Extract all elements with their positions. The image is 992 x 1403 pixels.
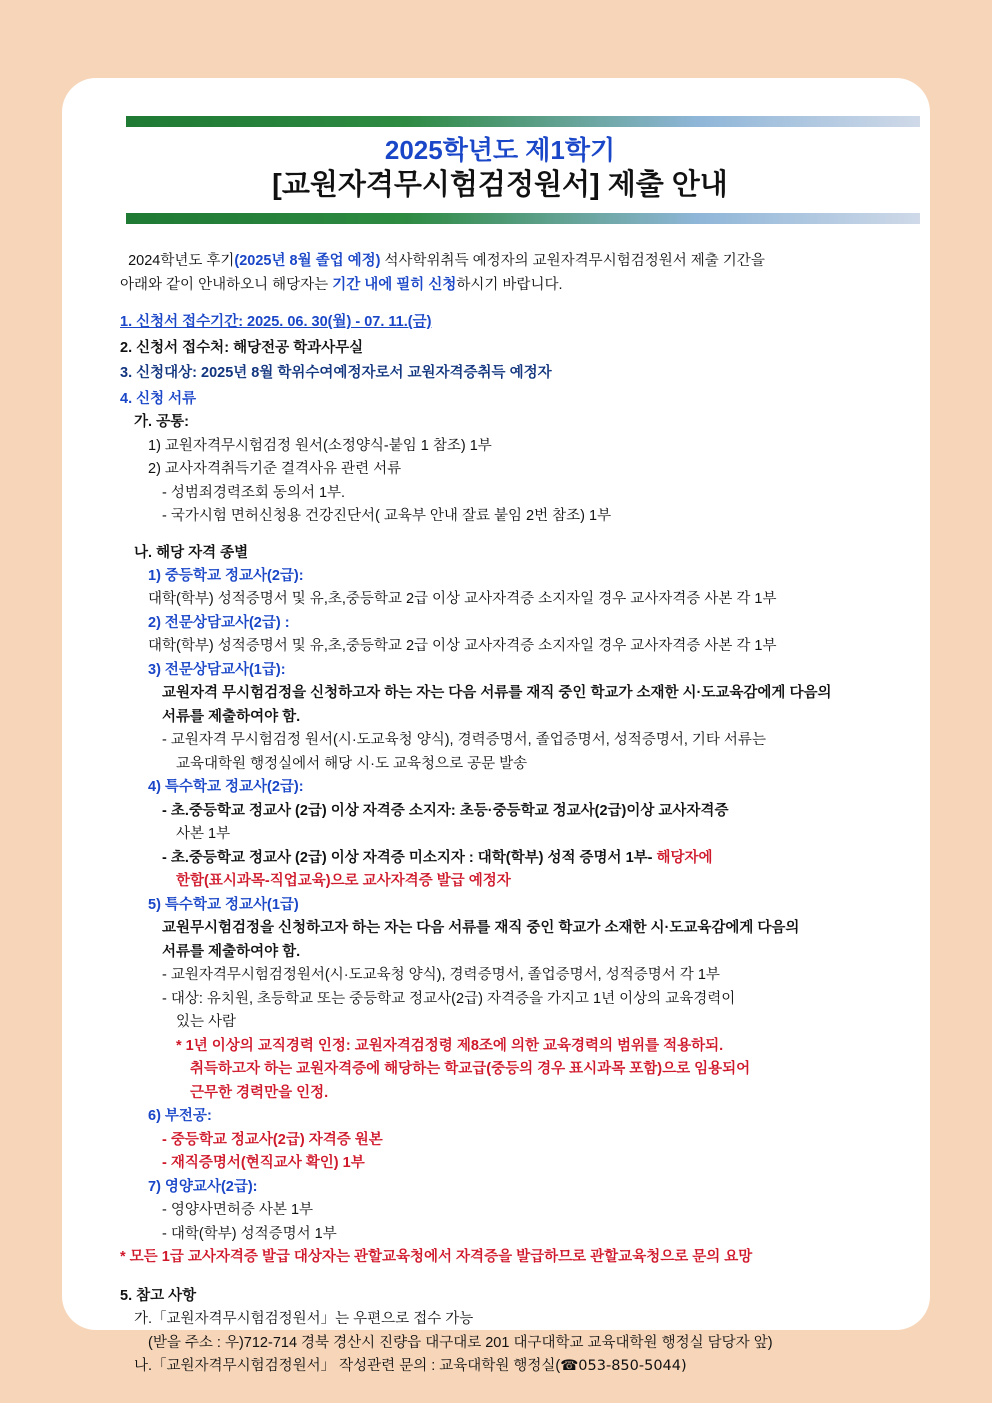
type-5-note-3: 근무한 경력만을 인정. (190, 1084, 329, 1101)
intro-text-3: 아래와 같이 안내하오니 해당자는 (120, 276, 333, 293)
intro-text-4: 하시기 바랍니다. (456, 276, 563, 293)
type-4-line-3 (120, 847, 880, 870)
section-5-label: 5. 참고 사항 (120, 1287, 197, 1304)
section-1 (120, 311, 880, 334)
section-1-label: 1. 신청서 접수기간: 2025. 06. 30(월) - 07. 11.(금) (120, 314, 432, 331)
type-5-title: 5) 특수학교 정교사(1급) (148, 896, 299, 913)
type-7-title: 7) 영양교사(2급): (148, 1178, 258, 1195)
section-5-item-a-address: (받을 주소 : 우)712-714 경북 경산시 진량읍 대구대로 201 대구대학교 교육대학원 행정실 담당자 앞) (148, 1334, 773, 1351)
intro-line-1 (120, 250, 880, 273)
section-3-label: 3. 신청대상: (120, 365, 202, 382)
intro-text-1: 2024학년도 후기 (120, 253, 235, 270)
type-2-line: 대학(학부) 성적증명서 및 유,초,중등학교 2급 이상 교사자격증 소지자일 경우 교사자격증 사본 각 1부 (148, 638, 777, 655)
type-6-title: 6) 부전공: (148, 1108, 212, 1125)
type-3-line-1: 교원자격 무시험검정을 신청하고자 하는 자는 다음 서류를 재직 중인 학교가 소재한 시·도교육감에게 다음의 (162, 685, 832, 702)
type-3-line-2: 서류를 제출하여야 함. (162, 708, 301, 725)
section-3-value: 2025년 8월 학위수여예정자로서 교원자격증취득 예정자 (201, 365, 552, 382)
type-5-line-4: - 대상: 유치원, 초등학교 또는 중등학교 정교사(2급) 자격증을 가지고 1년 이상의 교육경력이 (162, 990, 736, 1007)
type-2-title: 2) 전문상담교사(2급) : (148, 614, 290, 631)
type-4-title: 4) 특수학교 정교사(2급): (148, 779, 304, 796)
document-page (62, 78, 930, 1374)
type-4-line-3-text: - 초.중등학교 정교사 (2급) 이상 자격증 미소지자 : 대학(학부) 성적 증명서 1부- (162, 849, 657, 866)
spacer-1 (120, 529, 880, 542)
section-5-item-a: 가.「교원자격무시험검정원서」는 우편으로 접수 가능 (134, 1311, 474, 1328)
intro-text-2: 석사학위취득 예정자의 교원자격무시험검정원서 제출 기간을 (380, 253, 765, 270)
type-3-line-3: - 교원자격 무시험검정 원서(시·도교육청 양식), 경력증명서, 졸업증명서, 성적증명서, 기타 서류는 (162, 732, 766, 749)
type-5-note-1: * 1년 이상의 교직경력 인정: 교원자격검정령 제8조에 의한 교육경력의 범위를 적용하되. (176, 1037, 724, 1054)
type-5-line-1: 교원무시험검정을 신청하고자 하는 자는 다음 서류를 재직 중인 학교가 소재한 시·도교육감에게 다음의 (162, 920, 800, 937)
section-4-common-item-2-sub-2: - 국가시험 면허신청용 건강진단서( 교육부 안내 잘료 붙임 2번 참조) 1부 (162, 508, 612, 525)
intro-highlight-1: (2025년 8월 졸업 예정) (234, 253, 381, 270)
page-title-line1: 2025학년도 제1학기 (384, 135, 616, 165)
spacer-2 (120, 1270, 880, 1283)
type-4-line-1: - 초.중등학교 정교사 (2급) 이상 자격증 소지자: 초등·중등학교 정교사(2급)이상 교사자격증 (162, 802, 729, 819)
header-top-bar (126, 116, 920, 127)
section-4-types-heading: 나. 해당 자격 종별 (134, 544, 249, 561)
type-1-title: 1) 중등학교 정교사(2급): (148, 568, 304, 584)
warning-note: * 모든 1급 교사자격증 발급 대상자는 관할교육청에서 자격증을 발급하므로 관할교육청으로 문의 요망 (120, 1249, 753, 1266)
intro-highlight-2: 기간 내에 필히 신청 (332, 276, 457, 293)
section-2-label: 2. 신청서 접수처: (120, 339, 234, 356)
page-title-line2: [교원자격무시험검정원서] 제출 안내 (272, 168, 728, 201)
section-3 (120, 362, 880, 385)
document-content (120, 116, 880, 1378)
section-4 (120, 388, 880, 1270)
section-2 (120, 337, 880, 360)
section-4-common-item-2: 2) 교사자격취득기준 결격사유 관련 서류 (148, 461, 402, 478)
section-4-common-heading: 가. 공통: (134, 414, 189, 431)
document-body (120, 250, 880, 1378)
type-1-line: 대학(학부) 성적증명서 및 유,초,중등학교 2급 이상 교사자격증 소지자일 경우 교사자격증 사본 각 1부 (148, 591, 777, 608)
type-3-title: 3) 전문상담교사(1급): (148, 661, 286, 678)
header-title-block (120, 127, 880, 207)
section-5-item-b (120, 1355, 880, 1378)
type-4-line-3-highlight: 해당자에 (656, 849, 713, 866)
type-4-line-2: 사본 1부 (176, 826, 231, 843)
phone-icon-and-number: ☎053-850-5044) (560, 1357, 687, 1374)
intro-paragraph (120, 250, 880, 297)
type-5-line-5: 있는 사람 (176, 1014, 237, 1031)
type-4-line-4: 한함(표시과목-직업교육)으로 교사자격증 발급 예정자 (176, 873, 511, 890)
type-5-line-2: 서류를 제출하여야 함. (162, 943, 301, 960)
section-2-value: 해당전공 학과사무실 (233, 339, 364, 356)
intro-line-2 (120, 274, 880, 297)
type-3-line-4: 교육대학원 행정실에서 해당 시·도 교육청으로 공문 발송 (176, 755, 528, 772)
section-4-common-item-2-sub-1: - 성범죄경력조회 동의서 1부. (162, 484, 346, 501)
header-bottom-bar (126, 213, 920, 224)
type-6-line-2: - 재직증명서(현직교사 확인) 1부 (162, 1155, 365, 1172)
section-5-item-b-text: 나.「교원자격무시험검정원서」 작성관련 문의 : 교육대학원 행정실( (134, 1357, 561, 1374)
type-7-line-1: - 영양사면허증 사본 1부 (162, 1202, 314, 1219)
type-5-note-2: 취득하고자 하는 교원자격증에 해당하는 학교급(중등의 경우 표시과목 포함)으로 임용되어 (190, 1061, 751, 1078)
type-6-line-1: - 중등학교 정교사(2급) 자격증 원본 (162, 1131, 383, 1148)
type-7-line-2: - 대학(학부) 성적증명서 1부 (162, 1225, 337, 1242)
section-5 (120, 1285, 880, 1379)
section-4-common-item-1: 1) 교원자격무시험검정 원서(소정양식-붙임 1 참조) 1부 (148, 437, 492, 454)
section-4-label: 4. 신청 서류 (120, 390, 197, 407)
type-5-line-3: - 교원자격무시험검정원서(시·도교육청 양식), 경력증명서, 졸업증명서, 성적증명서 각 1부 (162, 967, 720, 984)
